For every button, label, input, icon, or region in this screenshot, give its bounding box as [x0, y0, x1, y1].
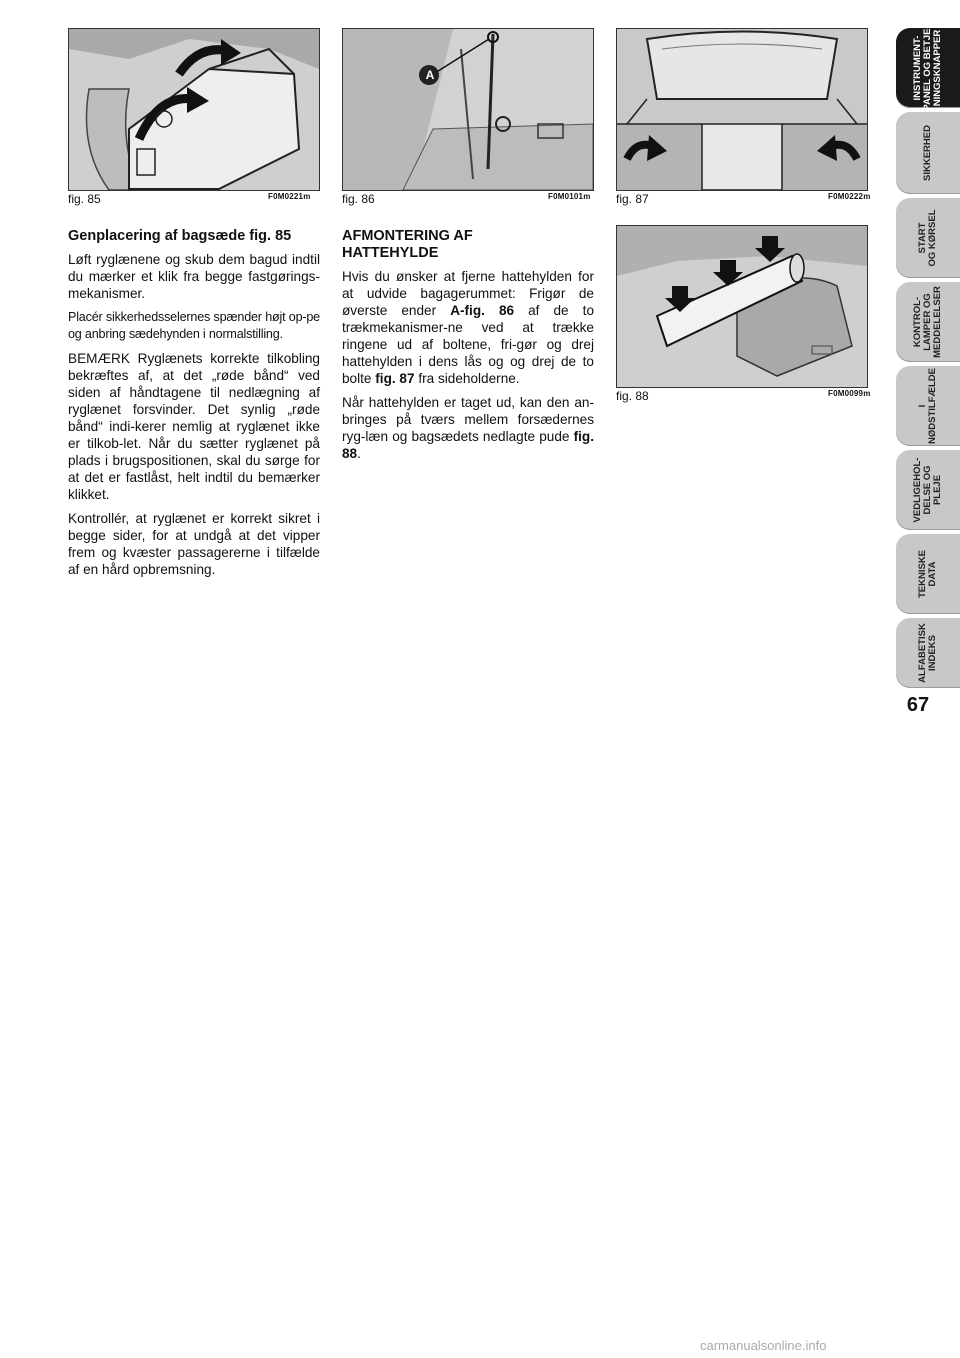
footer-watermark: carmanualsonline.info — [700, 1338, 827, 1353]
text-run: . — [357, 446, 361, 461]
tab-label: TEKNISKE DATA — [917, 549, 938, 599]
figure-87-caption: fig. 87 — [616, 192, 649, 206]
heading-line: HATTEHYLDE — [342, 245, 439, 261]
tab-warning-lights[interactable] — [896, 282, 960, 362]
figure-85-caption: fig. 85 — [68, 192, 101, 206]
tab-instrument-panel[interactable] — [896, 25, 960, 111]
tab-label: START OG KØRSEL — [917, 209, 938, 267]
parcel-shelf-bolts-illustration — [617, 29, 867, 190]
paragraph: Løft ryglænene og skub dem bagud indtil du mærker et klik fra begge fastgørings-mekanismer. — [68, 252, 320, 301]
figure-85-image — [68, 28, 320, 191]
figure-85-code: F0M0221m — [268, 192, 311, 201]
figure-86-code: F0M0101m — [548, 192, 591, 201]
label-a-marker: A — [425, 68, 435, 82]
section-heading-remove-shelf — [342, 228, 594, 262]
trunk-strut-illustration — [343, 29, 593, 190]
tab-label: I NØDSTILFÆLDE — [917, 368, 938, 444]
text-run: fra sideholderne. — [414, 371, 520, 386]
tab-label: INSTRUMENT- PANEL OG BETJE- NINGSKNAPPER — [912, 25, 943, 111]
text-run: af de to trækmekanismer-ne ved at trække ringene ud af boltene, fri-gør og drej hattehylden i dens lås og og drej de to bolte — [342, 303, 594, 386]
text-run: Hvis du ønsker at fjerne hattehylden for at udvide bagagerummet: Frigør de øverste ender — [342, 269, 594, 318]
paragraph-note: BEMÆRK Ryglænets korrekte tilkobling bekræftes af, at det „røde bånd“ ved siden af håndtagene til nedlægning af ryglænet forsvinder. Det synlig „røde bånd“ indi-kerer nemlig at ryglænet ikke er tilkob-let. Når du sætter ryglænet på plads i brugspositionen, skal du sørge for at det er fastlåst, helt indtil du bemærker klikket. — [68, 351, 320, 502]
heading-line: AFMONTERING AF — [342, 228, 473, 244]
tab-emergency[interactable] — [896, 366, 960, 446]
paragraph — [342, 268, 594, 387]
section-heading-rear-seat: Genplacering af bagsæde fig. 85 — [68, 228, 292, 244]
tab-index[interactable] — [896, 618, 960, 688]
figure-88-image — [616, 225, 868, 388]
figure-reference: A-fig. 86 — [450, 303, 515, 318]
shelf-stowed-illustration — [617, 226, 867, 387]
tab-label: SIKKERHED — [922, 125, 933, 181]
figure-88-caption: fig. 88 — [616, 389, 649, 403]
figure-86-caption: fig. 86 — [342, 192, 375, 206]
figure-reference: fig. 88 — [342, 429, 594, 461]
tab-start-driving[interactable] — [896, 198, 960, 278]
tab-technical-data[interactable] — [896, 534, 960, 614]
tab-label: VEDLIGEHOL- DELSE OG PLEJE — [912, 457, 943, 523]
paragraph: Placér sikkerhedsselernes spænder højt op-pe og anbring sædehynden i normalstilling. — [68, 310, 320, 341]
text-run: Når hattehylden er taget ud, kan den an-bringes på tværs mellem forsædernes ryg-læn og bagsædets nedlagte pude — [342, 395, 594, 444]
tab-label: KONTROL- LAMPER OG MEDDELELSER — [912, 286, 943, 358]
figure-88-code: F0M0099m — [828, 389, 871, 398]
page-number: 67 — [906, 694, 930, 716]
paragraph — [342, 394, 594, 462]
figure-86-image — [342, 28, 594, 191]
paragraph: Kontrollér, at ryglænet er korrekt sikret i begge sider, for at undgå at det vipper frem og kvæster passagererne i tilfælde af en hård opbremsning. — [68, 511, 320, 577]
figure-87-code: F0M0222m — [828, 192, 871, 201]
column-1 — [68, 228, 320, 585]
rear-seat-illustration — [69, 29, 319, 190]
tab-safety[interactable] — [896, 112, 960, 194]
column-2 — [342, 228, 594, 469]
figure-reference: fig. 87 — [375, 371, 415, 386]
tab-maintenance[interactable] — [896, 450, 960, 530]
tab-label: ALFABETISK INDEKS — [917, 623, 938, 683]
figure-87-image — [616, 28, 868, 191]
